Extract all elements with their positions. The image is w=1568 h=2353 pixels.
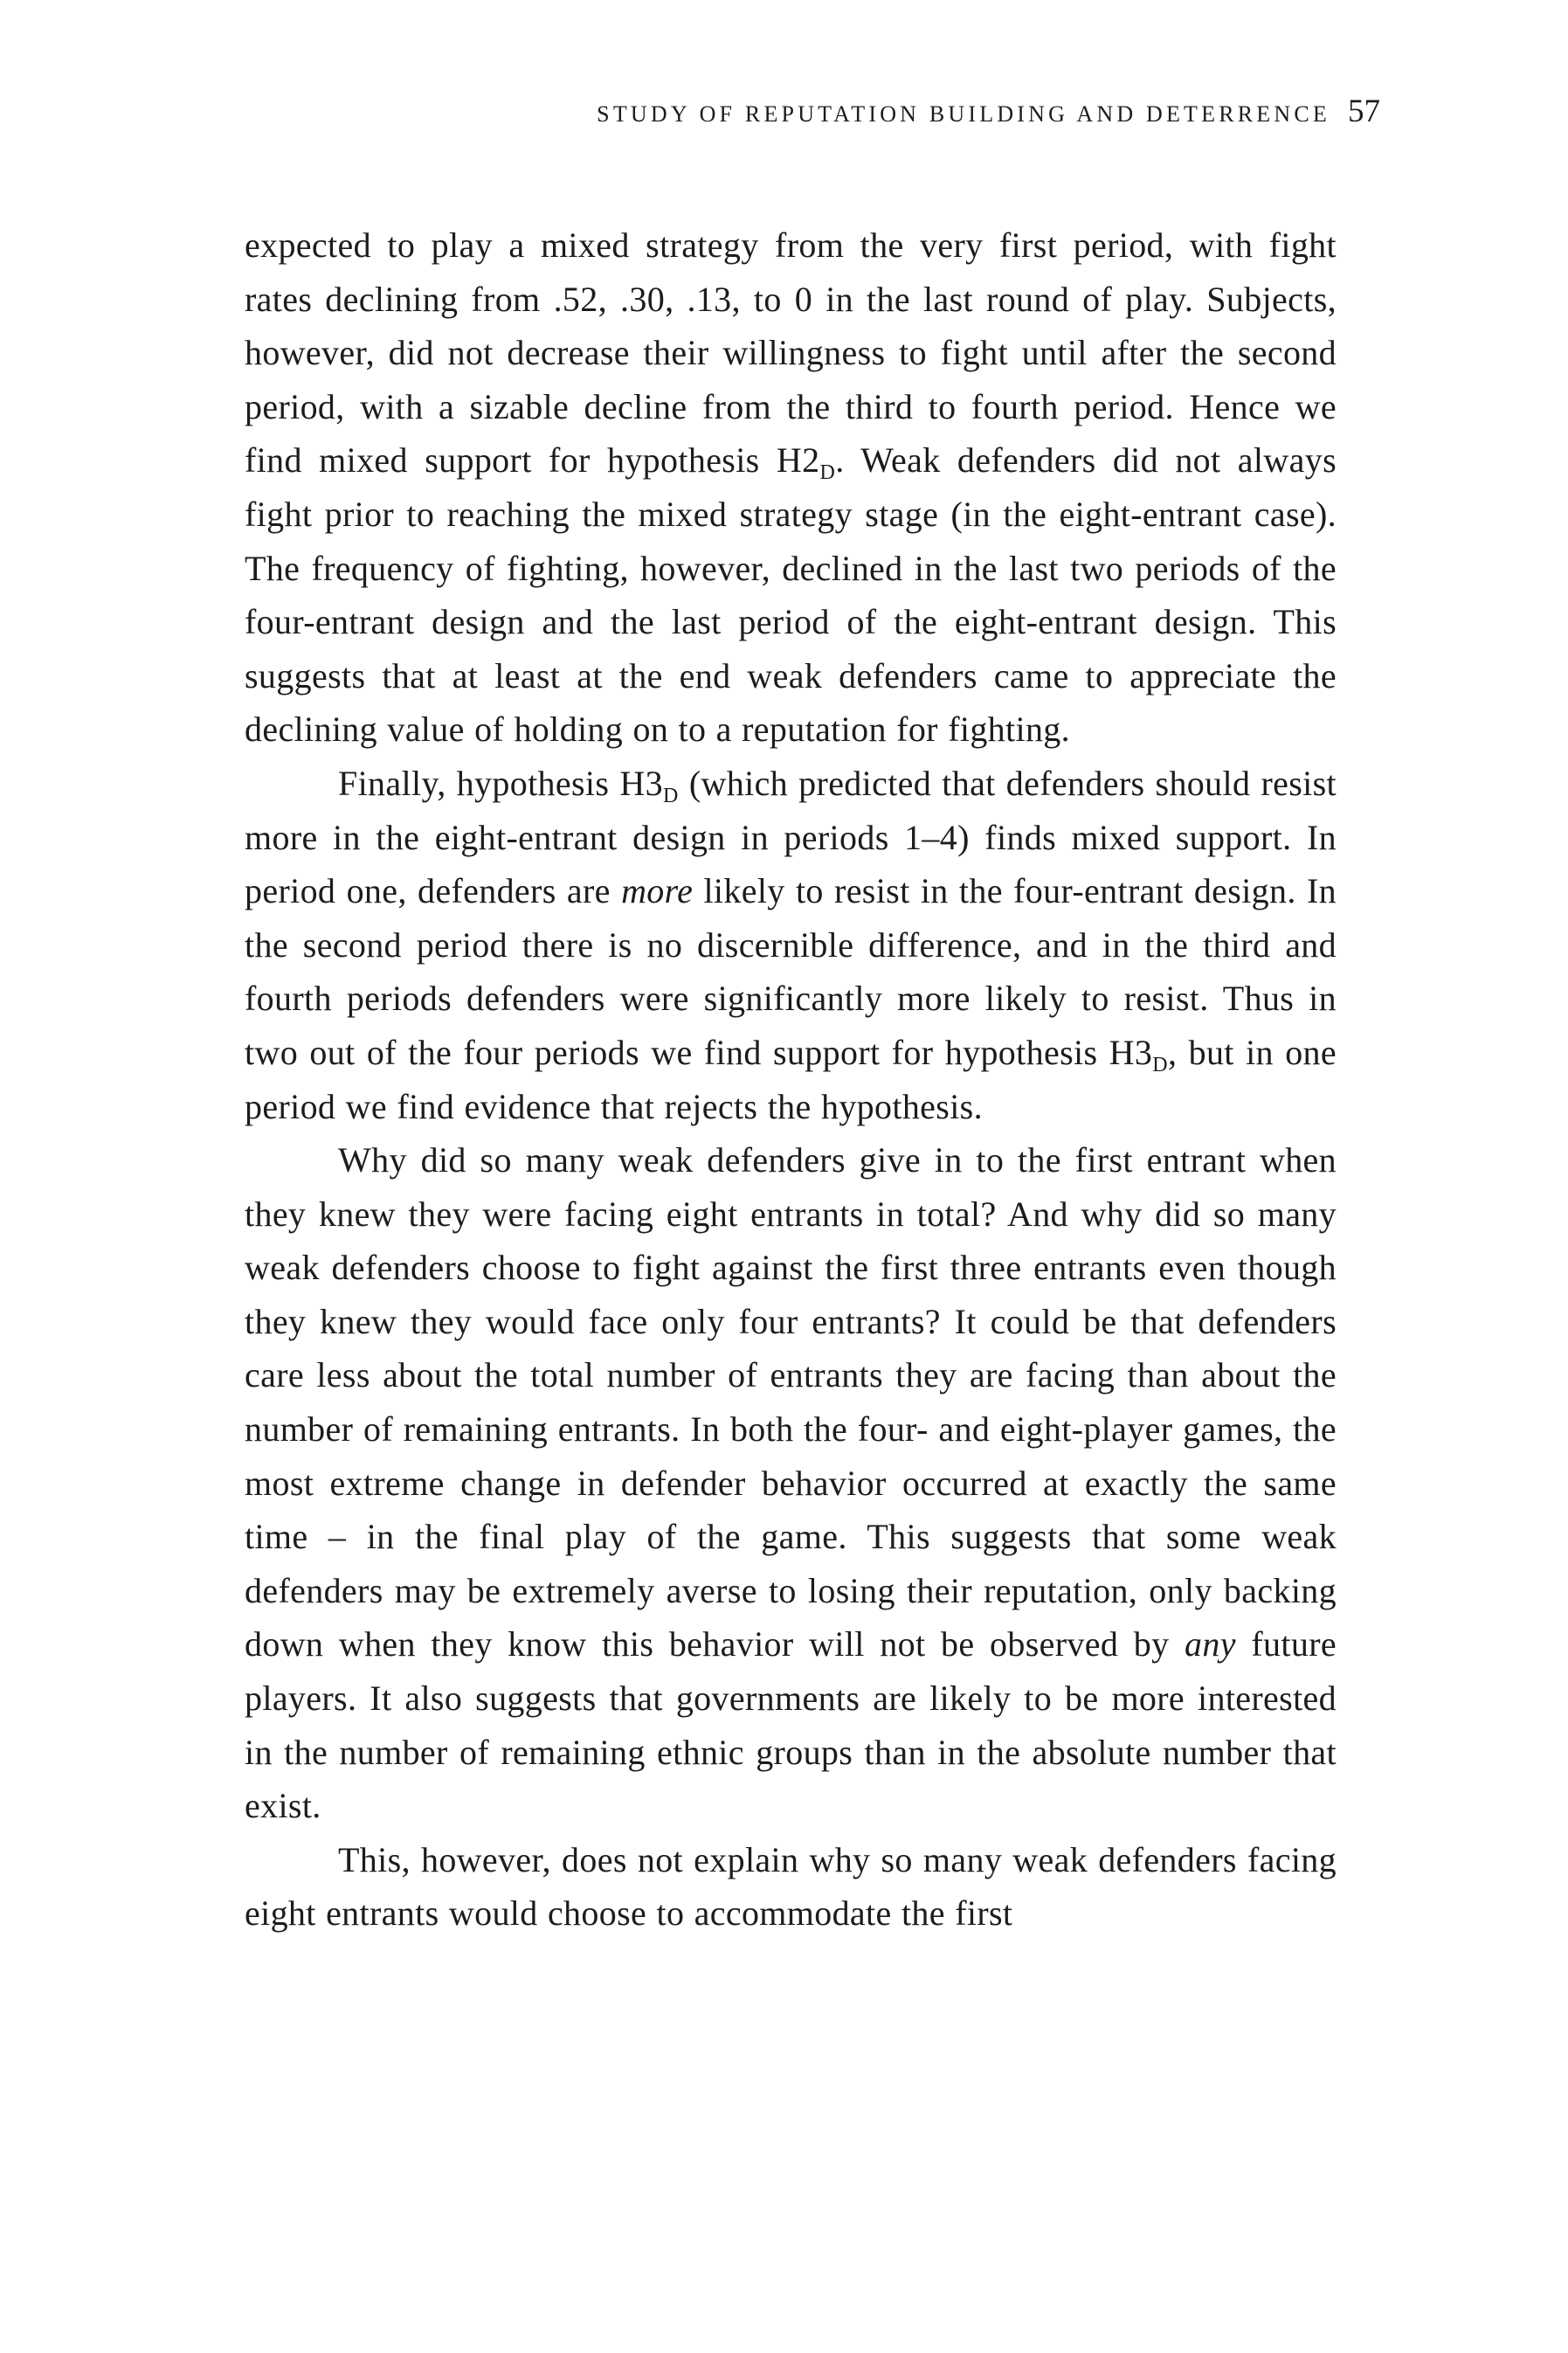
paragraph-3 bbox=[245, 1133, 1337, 1833]
paragraph-2-text-a: Finally, hypothesis H3 bbox=[338, 763, 664, 803]
emphasis-any: any bbox=[1185, 1624, 1236, 1664]
paragraph-2-text-c: likely to resist in the four-entrant design. In the second period there is no discernible difference, and in the third and fourth periods defenders were significantly more likely to resist. Thus in two out of the four periods we find support for hypothesis H3 bbox=[245, 871, 1337, 1072]
paragraph-2-text-b: (which predicted that defenders should resist more in the eight-entrant design in periods 1–4) finds mixed support. In period one, defenders are bbox=[245, 763, 1337, 911]
emphasis-more: more bbox=[621, 871, 694, 911]
paragraph-3-text-a: Why did so many weak defenders give in to the first entrant when they knew they were facing eight entrants in total? And why did so many weak defenders choose to fight against the first three entrants even though they knew they would face only four entrants? It could be that defenders care less about the total number of entrants they are facing than about the number of remaining entrants. In both the four- and eight-player games, the most extreme change in defender behavior occurred at exactly the same time – in the final play of the game. This suggests that some weak defenders may be extremely averse to losing their reputation, only backing down when they know this behavior will not be observed by bbox=[245, 1140, 1337, 1664]
page-number: 57 bbox=[1348, 93, 1380, 129]
subscript-d: D bbox=[663, 784, 679, 807]
body-text bbox=[245, 218, 1337, 1941]
subscript-d: D bbox=[1152, 1053, 1168, 1076]
running-title: STUDY OF REPUTATION BUILDING AND DETERRENCE bbox=[597, 101, 1330, 127]
paragraph-2-text-d: , but in one period we find evidence that rejects the hypothesis. bbox=[245, 1032, 1337, 1126]
paragraph-4 bbox=[245, 1833, 1337, 1941]
subscript-d: D bbox=[819, 461, 836, 485]
paragraph-2 bbox=[245, 757, 1337, 1133]
paragraph-1 bbox=[245, 218, 1337, 757]
running-head bbox=[245, 93, 1380, 130]
paragraph-1-text-b: . Weak defenders did not always fight prior to reaching the mixed strategy stage (in the eight-entrant case). The frequency of fighting, however, declined in the last two periods of the four-entrant design and the last period of the eight-entrant design. This suggests that at least at the end weak defenders came to appreciate the declining value of holding on to a reputation for fighting. bbox=[245, 440, 1337, 750]
paragraph-1-text-a: expected to play a mixed strategy from the very first period, with fight rates declining from .52, .30, .13, to 0 in the last round of play. Subjects, however, did not decrease their willingness to fight until after the second period, with a sizable decline from the third to fourth period. Hence we find mixed support for hypothesis H2 bbox=[245, 225, 1337, 481]
paragraph-3-text-b: future players. It also suggests that governments are likely to be more interested in the number of remaining ethnic groups than in the absolute number that exist. bbox=[245, 1624, 1337, 1826]
paragraph-4-text-a: This, however, does not explain why so many weak defenders facing eight entrants would choose to accommodate the first bbox=[245, 1839, 1337, 1934]
